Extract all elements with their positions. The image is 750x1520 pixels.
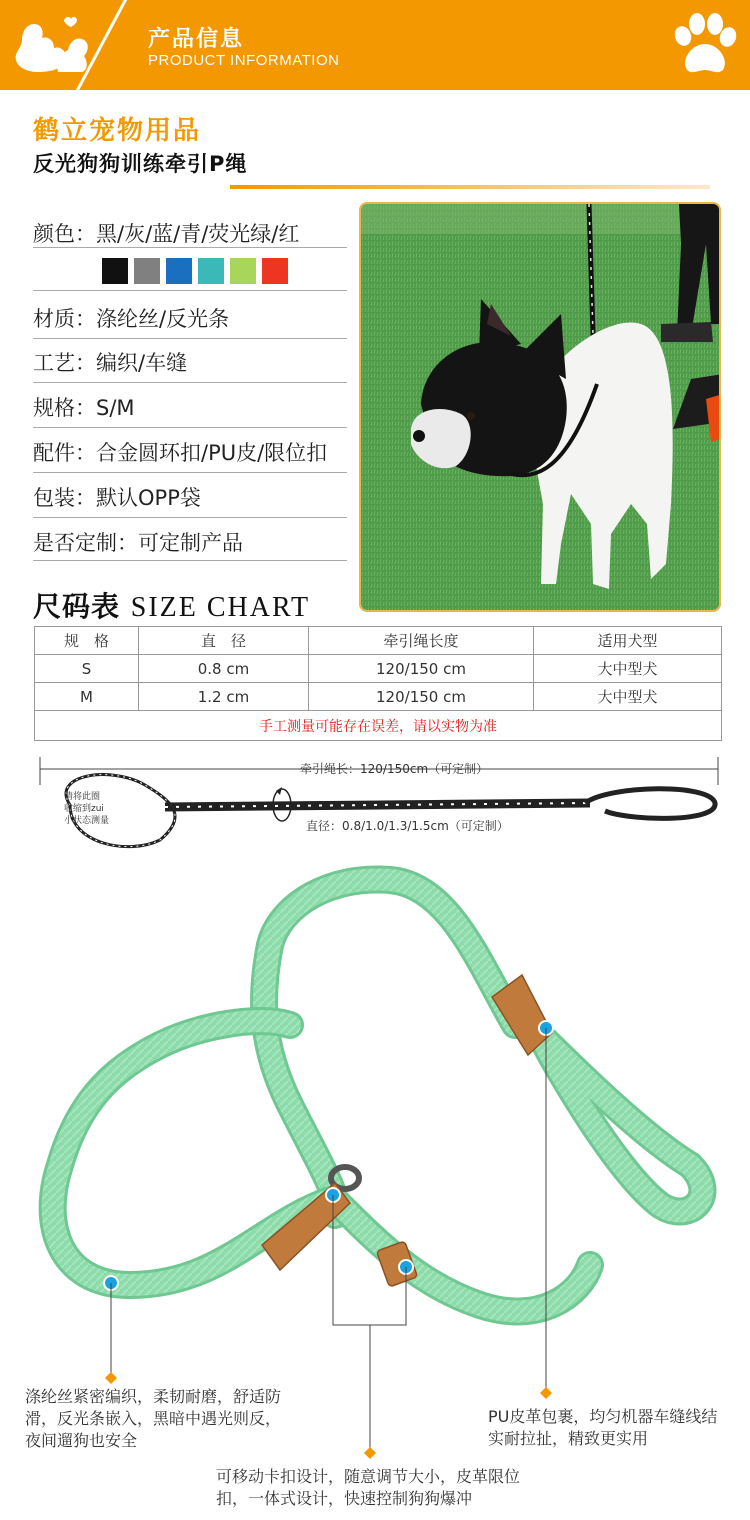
measurement-note: 手工测量可能存在误差，请以实物为准 bbox=[35, 711, 722, 741]
spec-accessories bbox=[33, 437, 347, 473]
leather-callout-marker bbox=[540, 1387, 552, 1399]
header-banner bbox=[0, 0, 750, 90]
diameter-label: 直径：0.8/1.0/1.3/1.5cm（可定制） bbox=[306, 819, 509, 833]
spec-value: 合金圆环扣/PU皮/限位扣 bbox=[96, 441, 328, 465]
spec-label: 颜色： bbox=[33, 222, 96, 246]
spec-label: 配件： bbox=[33, 441, 96, 465]
table-cell: 大中型犬 bbox=[534, 655, 722, 683]
size-chart-title-cn: 尺码表 bbox=[33, 590, 121, 623]
spec-value: 编织/车缝 bbox=[96, 351, 188, 375]
table-cell: 120/150 cm bbox=[309, 683, 534, 711]
dog-photo bbox=[359, 202, 721, 612]
spec-label: 材质： bbox=[33, 307, 96, 331]
product-name: 反光狗狗训练牵引P绳 bbox=[33, 152, 248, 176]
table-header-row bbox=[35, 627, 722, 655]
spec-value: 黑/灰/蓝/青/荧光绿/红 bbox=[96, 222, 300, 246]
spec-value: 默认OPP袋 bbox=[96, 486, 201, 510]
paw-icon bbox=[670, 10, 740, 78]
loop-note-line1: 请将此圈 bbox=[64, 792, 101, 802]
table-header: 牵引绳长度 bbox=[309, 627, 534, 655]
table-cell: M bbox=[35, 683, 139, 711]
swatch-green bbox=[230, 258, 256, 284]
swatch-red bbox=[262, 258, 288, 284]
spec-divider bbox=[33, 290, 347, 291]
spec-value: 涤纶丝/反光条 bbox=[96, 307, 230, 331]
table-cell: 1.2 cm bbox=[139, 683, 309, 711]
table-header: 适用犬型 bbox=[534, 627, 722, 655]
spec-craft bbox=[33, 347, 347, 383]
table-note-row bbox=[35, 711, 722, 741]
spec-label: 是否定制： bbox=[33, 531, 138, 555]
rope-dimension-diagram bbox=[30, 745, 730, 860]
table-cell: 大中型犬 bbox=[534, 683, 722, 711]
table-cell: 0.8 cm bbox=[139, 655, 309, 683]
spec-label: 工艺： bbox=[33, 351, 96, 375]
banner-title: 产品信息 bbox=[148, 27, 245, 52]
buckle-callout-text: 可移动卡扣设计，随意调节大小，皮革限位扣，一体式设计，快速控制狗狗爆冲 bbox=[216, 1467, 521, 1508]
spec-label: 规格： bbox=[33, 396, 96, 420]
size-chart-title-en: SIZE CHART bbox=[130, 592, 311, 623]
table-cell: 120/150 cm bbox=[309, 655, 534, 683]
table-cell: S bbox=[35, 655, 139, 683]
spec-value: S/M bbox=[96, 396, 135, 420]
rope-callout-marker bbox=[105, 1372, 117, 1384]
loop-note-line3: 小状态测量 bbox=[64, 816, 110, 826]
size-table bbox=[34, 626, 722, 741]
dog-illustration bbox=[361, 204, 721, 612]
spec-material bbox=[33, 303, 347, 339]
swatch-black bbox=[102, 258, 128, 284]
leather-callout-text: PU皮革包裹，均匀机器车缝线结实耐拉扯，精致更实用 bbox=[488, 1407, 718, 1448]
spec-label: 包装： bbox=[33, 486, 96, 510]
brand-name: 鹤立宠物用品 bbox=[33, 116, 202, 146]
swatch-gray bbox=[134, 258, 160, 284]
spec-value: 可定制产品 bbox=[138, 531, 243, 555]
spec-packaging bbox=[33, 482, 347, 518]
dog-cat-logo-icon bbox=[8, 10, 96, 80]
banner-subtitle: PRODUCT INFORMATION bbox=[148, 52, 340, 69]
length-label: 牵引绳长：120/150cm（可定制） bbox=[300, 762, 489, 776]
swatch-blue bbox=[166, 258, 192, 284]
size-chart-title bbox=[33, 585, 310, 625]
table-header: 直 径 bbox=[139, 627, 309, 655]
table-header: 规 格 bbox=[35, 627, 139, 655]
spec-color bbox=[33, 218, 347, 248]
loop-note-line2: 收缩到zui bbox=[64, 804, 104, 814]
spec-customizable bbox=[33, 527, 347, 561]
buckle-callout-marker bbox=[364, 1447, 376, 1459]
title-underline bbox=[230, 185, 710, 189]
swatch-cyan bbox=[198, 258, 224, 284]
spec-size bbox=[33, 392, 347, 428]
table-row bbox=[35, 655, 722, 683]
table-row bbox=[35, 683, 722, 711]
rope-callout-text: 涤纶丝紧密编织，柔韧耐磨，舒适防滑，反光条嵌入，黑暗中遇光则反，夜间遛狗也安全 bbox=[25, 1387, 282, 1450]
